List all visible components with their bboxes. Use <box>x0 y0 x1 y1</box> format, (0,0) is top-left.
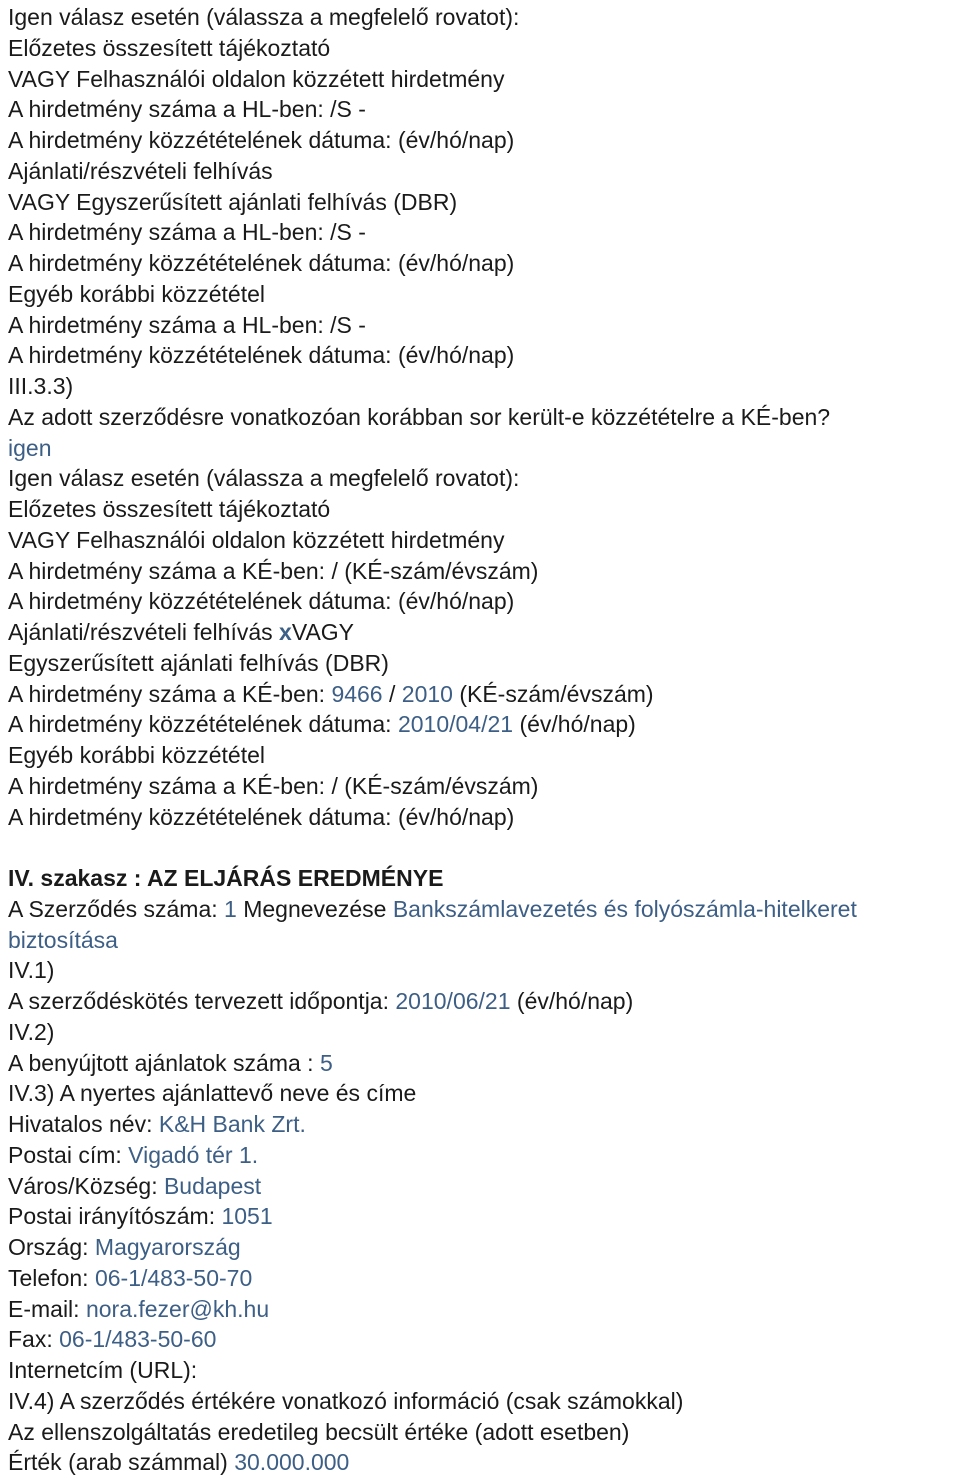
contract-no-value: 1 <box>224 895 237 922</box>
contract-name-value: Bankszámlavezetés és folyószámla-hitelkeret <box>392 895 857 922</box>
city-value: Budapest <box>163 1172 262 1199</box>
winner-heading: IV.3) A nyertes ajánlattevő neve és címe <box>8 1080 417 1107</box>
text-line: Ajánlati/részvételi felhívás <box>8 157 273 184</box>
text-line: A hirdetmény száma a HL-ben: /S - <box>8 219 366 246</box>
url-line: Internetcím (URL): <box>8 1357 198 1383</box>
text-line: Egyszerűsített ajánlati felhívás (DBR) <box>8 649 389 676</box>
official-name-line <box>8 1109 960 1140</box>
fax-value: 06-1/483-50-60 <box>59 1326 217 1353</box>
phone-label: Telefon: <box>8 1264 95 1291</box>
zip-line <box>8 1201 960 1232</box>
text-line: VAGY Felhasználói oldalon közzétett hirdetmény <box>8 526 505 553</box>
contract-line <box>8 894 960 925</box>
spacer <box>8 832 960 863</box>
text-line: A hirdetmény közzétételének dátuma: (év/hó/nap) <box>8 588 515 615</box>
city-line <box>8 1171 960 1202</box>
section-code: IV.2) <box>8 1018 55 1045</box>
fax-line <box>8 1324 960 1355</box>
contract-name-continued: biztosítása <box>8 926 118 953</box>
text-line: A hirdetmény száma a HL-ben: /S - <box>8 96 366 123</box>
value-info-heading: IV.4) A szerződés értékére vonatkozó információ (csak számokkal) <box>8 1387 684 1414</box>
value-label: Érték (arab számmal) <box>8 1449 235 1476</box>
pub-date-value: 2010/04/21 <box>397 711 514 738</box>
ke-suffix: (KÉ-szám/évszám) <box>452 680 654 707</box>
text-line: A hirdetmény közzétételének dátuma: (év/hó/nap) <box>8 803 515 830</box>
pub-date-line <box>8 709 960 740</box>
email-line <box>8 1294 960 1325</box>
contract-no-label: A Szerződés száma: <box>8 895 225 922</box>
text-line: Előzetes összesített tájékoztató <box>8 34 331 61</box>
city-label: Város/Község: <box>8 1172 164 1199</box>
tender-call-line <box>8 617 960 648</box>
country-value: Magyarország <box>94 1234 241 1260</box>
tender-call-label: Ajánlati/részvételi felhívás <box>8 619 280 645</box>
text-line: A hirdetmény közzétételének dátuma: (év/hó/nap) <box>8 250 515 276</box>
text-line: A hirdetmény száma a HL-ben: /S - <box>8 311 366 338</box>
ke-number-label: A hirdetmény száma a KÉ-ben: <box>8 680 332 707</box>
phone-value: 06-1/483-50-70 <box>94 1264 253 1291</box>
section-code: IV.1) <box>8 957 55 984</box>
question-text: Az adott szerződésre vonatkozóan korábban sor került-e közzétételre a KÉ-ben? <box>8 403 831 430</box>
text-line: Előzetes összesített tájékoztató <box>8 496 331 522</box>
country-label: Ország: <box>8 1234 95 1260</box>
ke-number-value: 9466 <box>331 680 383 707</box>
text-line: VAGY Felhasználói oldalon közzétett hirdetmény <box>8 65 505 92</box>
contract-date-suffix: (év/hó/nap) <box>510 988 634 1014</box>
postal-label: Postai cím: <box>8 1141 129 1168</box>
ke-number-line <box>8 679 960 710</box>
offers-line <box>8 1048 960 1079</box>
section-heading: IV. szakasz : AZ ELJÁRÁS EREDMÉNYE <box>8 865 444 891</box>
text-line: Egyéb korábbi közzététel <box>8 742 265 768</box>
text-line: VAGY Egyszerűsített ajánlati felhívás (DBR) <box>8 188 458 215</box>
section-code: III.3.3) <box>8 373 74 399</box>
email-value: nora.fezer@kh.hu <box>85 1295 270 1322</box>
country-line <box>8 1232 960 1263</box>
selection-mark: x <box>279 619 292 645</box>
zip-label: Postai irányítószám: <box>8 1203 222 1230</box>
text-line: Egyéb korábbi közzététel <box>8 280 265 307</box>
official-name-value: K&H Bank Zrt. <box>158 1111 306 1137</box>
text-line: A hirdetmény száma a KÉ-ben: / (KÉ-szám/évszám) <box>8 557 539 584</box>
postal-line <box>8 1140 960 1171</box>
pub-date-label: A hirdetmény közzétételének dátuma: <box>8 711 398 738</box>
zip-value: 1051 <box>221 1203 273 1230</box>
text-line: Igen válasz esetén (válassza a megfelelő rovatot): <box>8 465 520 492</box>
document-page <box>0 2 960 1478</box>
text-line: A hirdetmény közzétételének dátuma: (év/hó/nap) <box>8 127 515 153</box>
estimated-value-line: Az ellenszolgáltatás eredetileg becsült értéke (adott esetben) <box>8 1418 630 1445</box>
text-line: A hirdetmény száma a KÉ-ben: / (KÉ-szám/évszám) <box>8 772 539 799</box>
postal-value: Vigadó tér 1. <box>128 1141 259 1168</box>
text-line: A hirdetmény közzétételének dátuma: (év/hó/nap) <box>8 342 515 369</box>
value-line <box>8 1447 960 1478</box>
official-name-label: Hivatalos név: <box>8 1111 159 1137</box>
ke-separator: / <box>382 680 402 707</box>
phone-line <box>8 1263 960 1294</box>
contract-date-line <box>8 986 960 1017</box>
contract-date-value: 2010/06/21 <box>395 988 511 1014</box>
fax-label: Fax: <box>8 1326 60 1353</box>
value-amount: 30.000.000 <box>234 1449 350 1476</box>
ke-year-value: 2010 <box>401 680 453 707</box>
contract-name-label: Megnevezése <box>236 895 393 922</box>
pub-date-suffix: (év/hó/nap) <box>513 711 636 738</box>
answer-value: igen <box>8 434 52 461</box>
offers-label: A benyújtott ajánlatok száma : <box>8 1049 320 1076</box>
text-line: Igen válasz esetén (válassza a megfelelő rovatot): <box>8 4 520 30</box>
offers-value: 5 <box>319 1049 333 1076</box>
vagy-label: VAGY <box>291 619 355 645</box>
email-label: E-mail: <box>8 1295 86 1322</box>
contract-date-label: A szerződéskötés tervezett időpontja: <box>8 988 396 1014</box>
